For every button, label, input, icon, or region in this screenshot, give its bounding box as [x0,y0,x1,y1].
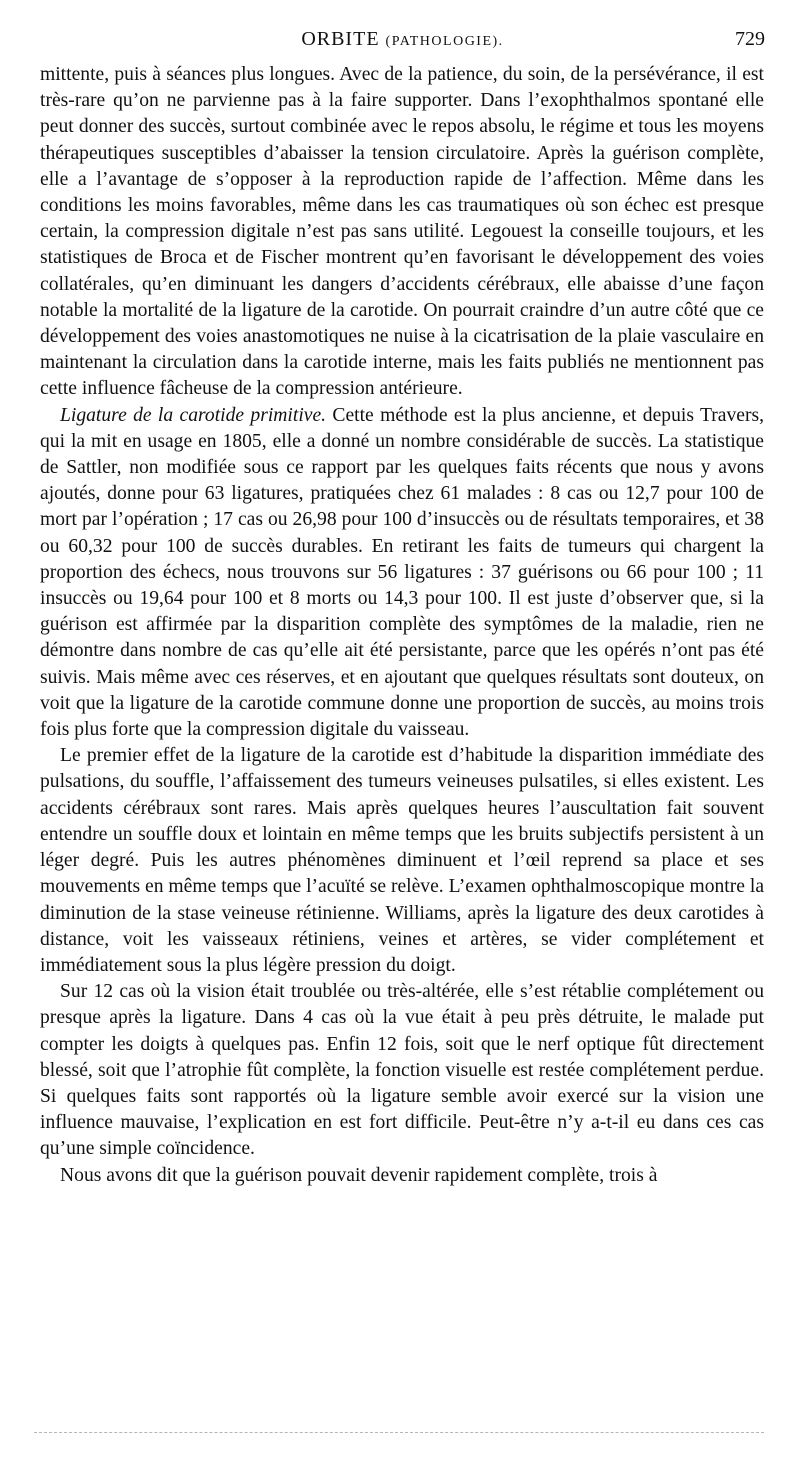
page-number: 729 [735,28,765,50]
body-text [40,62,764,1189]
paragraph-text: Sur 12 cas où la vision était troublée ou très-altérée, elle s’est rétablie complétement ou presque après la ligature. Dans 4 cas où la vue était à peu près détruite, le malade put compter les doigts à quelques pas. Enfin 12 fois, soit que le nerf optique fût directement blessé, soit que l’atrophie fût complète, la fonction visuelle est restée complétement perdue. Si quelques faits sont rapportés où la ligature semble avoir exercé sur la vision une influence mauvaise, l’explication en est fort difficile. Peut-être n’y a-t-il eu dans ces cas qu’une simple coïncidence. [40,981,764,1160]
footer-rule [34,1432,764,1433]
running-header [40,28,765,58]
paragraph-3 [40,743,764,979]
paragraph-text: Cette méthode est la plus ancienne, et depuis Travers, qui la mit en usage en 1805, elle a donné un nombre considérable de succès. La statistique de Sattler, non modifiée sous ce rapport par les quelques faits récents que nous y avons ajoutés, donne pour 63 ligatures, pratiquées chez 61 malades : 8 cas ou 12,7 pour 100 de mort par l’opération ; 17 cas ou 26,98 pour 100 d’insuccès ou de résultats temporaires, et 38 ou 60,32 pour 100 de succès durables. En retirant les faits de tumeurs qui chargent la proportion des échecs, nous trouvons sur 56 ligatures : 37 guérisons ou 66 pour 100 ; 11 insuccès ou 19,64 pour 100 et 8 morts ou 14,3 pour 100. Il est juste d’observer que, si la guérison est affirmée par la disparition complète des symptômes de la maladie, rien ne démontre dans nombre de cas qu’elle ait été persistante, parce que les opérés n’ont pas été suivis. Mais même avec ces réserves, et en ajoutant que quelques résultats sont douteux, on voit que la ligature de la carotide commune donne une proportion de succès, au moins trois fois plus forte que la compression digitale du vaisseau. [40,404,764,741]
header-title-sub: (PATHOLOGIE). [385,34,504,49]
paragraph-5 [40,1163,764,1189]
paragraph-2 [40,403,764,744]
paragraph-lead-italic: Ligature de la carotide primitive. [60,404,327,426]
header-title-main: ORBITE [301,28,380,50]
paragraph-text: Nous avons dit que la guérison pouvait devenir rapidement complète, trois à [60,1164,658,1186]
paragraph-4 [40,979,764,1162]
paragraph-text: Le premier effet de la ligature de la carotide est d’habitude la disparition immédiate des pulsations, du souffle, l’affaissement des tumeurs veineuses pulsatiles, si elles existent. Les accidents cérébraux sont rares. Mais après quelques heures l’auscultation fait souvent entendre un souffle doux et lointain en même temps que les bruits subjectifs persistent à un léger degré. Puis les autres phénomènes diminuent et l’œil reprend sa place et ses mouvements en même temps que l’acuïté se relève. L’examen ophthalmoscopique montre la diminution de la stase veineuse rétinienne. Williams, après la ligature des deux carotides à distance, voit les vaisseaux rétiniens, veines et artères, se vider complétement et immédiatement sous la plus légère pression du doigt. [40,745,765,976]
paragraph-text: mittente, puis à séances plus longues. Avec de la patience, du soin, de la persévérance, il est très-rare qu’on ne parvienne pas à la faire supporter. Dans l’exophthalmos spontané elle peut donner des succès, surtout combinée avec le repos absolu, le régime et tous les moyens thérapeutiques susceptibles d’abaisser la tension circulatoire. Après la guérison complète, elle a l’avantage de s’opposer à la reproduction rapide de l’affection. Même dans les conditions les moins favorables, même dans les cas traumatiques où son échec est presque certain, la compression digitale n’est pas sans utilité. Legouest la conseille toujours, et les statistiques de Broca et de Fischer montrent qu’en favorisant le développement des voies collatérales, qu’en diminuant les dangers d’accidents cérébraux, elle abaisse d’une façon notable la mortalité de la ligature de la carotide. On pourrait craindre d’un autre côté que ce développement des voies anastomotiques ne nuise à la cicatrisation de la plaie vasculaire en maintenant la circulation dans la carotide interne, mais les faits publiés ne mentionnent pas cette influence fâcheuse de la compression antérieure. [40,64,764,400]
header-title [40,28,765,51]
paragraph-1 [40,62,764,403]
